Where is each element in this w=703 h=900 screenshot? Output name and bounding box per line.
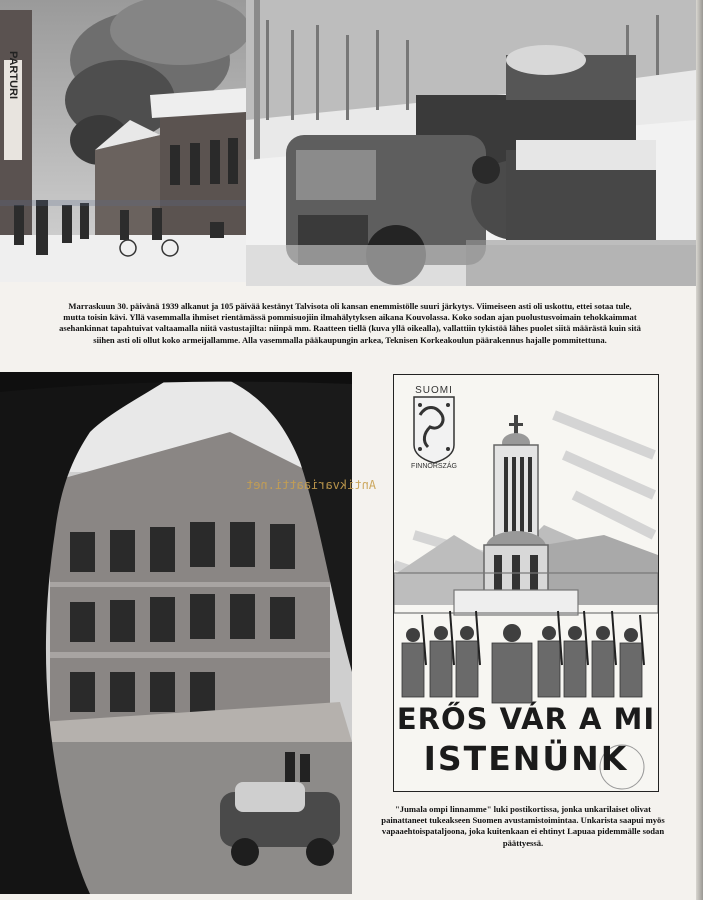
bombed-university-photo bbox=[0, 372, 352, 894]
postcard-caption: "Jumala ompi linnamme" luki postikortissa, jonka unkarilaiset olivat painattaneet tukeakseen Suomen avustamistoimintaa. Unkarista saapui myös vapaaehtoispataljoona, joka kuitenkaan ei ehtinyt Lapuaa pidemmälle sodan päättyessä. bbox=[381, 803, 665, 848]
street-air-raid-photo bbox=[0, 0, 246, 282]
antikvariaatti-watermark: Antikvariaatti.net bbox=[246, 478, 377, 492]
top-photo-caption: Marraskuun 30. päivänä 1939 alkanut ja 105 päivää kestänyt Talvisota oli kansan enemmistölle suuri järkytys. Viimeiseen asti oli uskottu, ettei sotaa tule, mutta toisin kävi. Yllä vasemmalla ihmiset rientämässä pommisuojiin ilmahälytyksen aikana Kouvolassa. Koko sodan ajan puolustusvoimain tehokkaimmat asehankinnat tapahtuivat valtaamalla niitä vastustajilta: niinpä mm. Raatteen tiellä (kuva yllä oikealla), vallattiin tykistöä lähes puolet siitä määrästä kuin sitä siihen asti oli ollut koko armeijallamme. Alla vasemmalla pääkaupungin arkea, Teknisen Korkeakoulun päärakennus hajalle pommitettuna. bbox=[59, 300, 641, 345]
postcard-country-hu-label: FINNORSZÁG bbox=[411, 463, 457, 470]
postcard-country-label: SUOMI bbox=[415, 385, 453, 396]
hungarian-postcard bbox=[393, 374, 659, 792]
page-edge-shadow bbox=[696, 0, 703, 900]
parturi-sign: PARTURI bbox=[7, 50, 19, 100]
postcard-slogan-line1: ERŐS VÁR A MI bbox=[396, 702, 656, 736]
raate-road-trucks-photo bbox=[246, 0, 696, 286]
postcard-slogan-line2: ISTENÜNK bbox=[423, 739, 629, 778]
